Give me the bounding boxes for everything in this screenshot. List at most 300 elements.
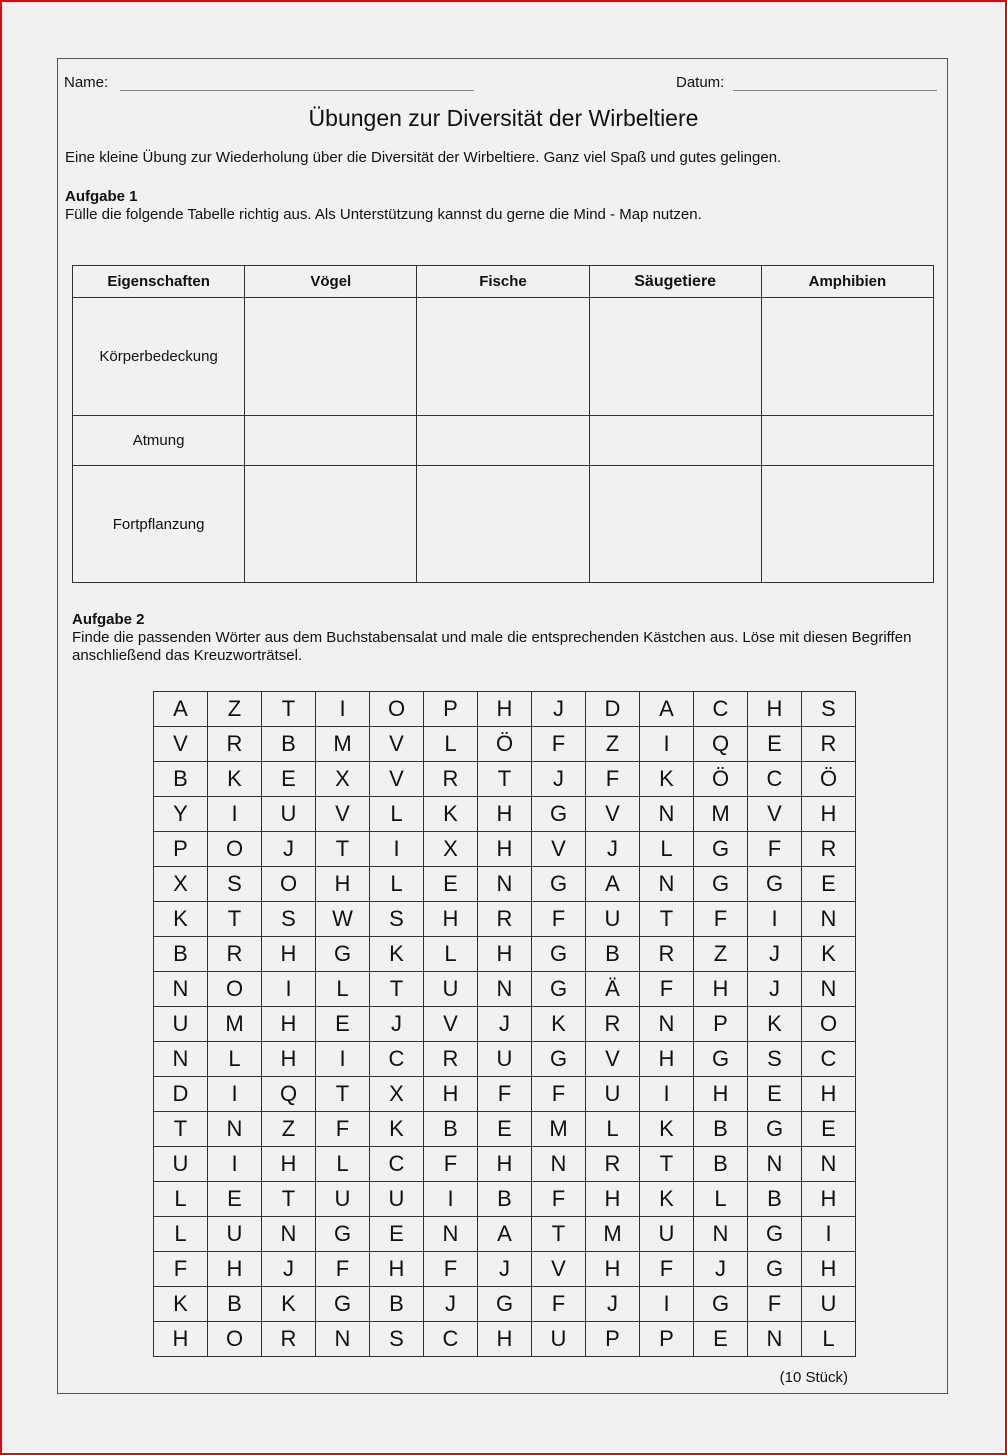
letter-cell[interactable]: H: [478, 797, 532, 832]
letter-cell[interactable]: E: [478, 1112, 532, 1147]
letter-cell[interactable]: Ö: [802, 762, 856, 797]
properties-table: [72, 265, 934, 583]
letter-cell[interactable]: U: [586, 1077, 640, 1112]
letter-cell[interactable]: N: [316, 1322, 370, 1357]
letter-cell[interactable]: K: [370, 1112, 424, 1147]
letter-cell[interactable]: F: [694, 902, 748, 937]
letter-cell[interactable]: V: [586, 1042, 640, 1077]
letter-cell[interactable]: Q: [694, 727, 748, 762]
letter-cell[interactable]: R: [802, 727, 856, 762]
letter-cell[interactable]: O: [802, 1007, 856, 1042]
letter-cell[interactable]: J: [262, 832, 316, 867]
letter-cell[interactable]: S: [370, 1322, 424, 1357]
letter-cell[interactable]: F: [424, 1147, 478, 1182]
letter-cell[interactable]: R: [586, 1147, 640, 1182]
letter-cell[interactable]: S: [802, 692, 856, 727]
letter-cell[interactable]: H: [694, 1077, 748, 1112]
letter-cell[interactable]: F: [532, 1182, 586, 1217]
letter-cell[interactable]: H: [478, 937, 532, 972]
letter-cell[interactable]: X: [316, 762, 370, 797]
row-label: Fortpflanzung: [73, 466, 245, 583]
letter-cell[interactable]: N: [154, 972, 208, 1007]
letter-cell[interactable]: I: [208, 797, 262, 832]
task2-heading: Aufgabe 2: [72, 611, 145, 628]
letter-cell[interactable]: K: [370, 937, 424, 972]
letter-cell[interactable]: R: [640, 937, 694, 972]
letter-cell[interactable]: E: [208, 1182, 262, 1217]
answer-cell[interactable]: [761, 466, 933, 583]
letter-cell[interactable]: B: [694, 1112, 748, 1147]
task1-heading: Aufgabe 1: [65, 188, 138, 205]
grid-row: [154, 1322, 856, 1357]
letter-cell[interactable]: P: [424, 692, 478, 727]
letter-cell[interactable]: T: [208, 902, 262, 937]
letter-cell[interactable]: T: [640, 1147, 694, 1182]
letter-cell[interactable]: H: [694, 972, 748, 1007]
grid-row: [154, 1077, 856, 1112]
letter-cell[interactable]: T: [262, 692, 316, 727]
letter-cell[interactable]: H: [586, 1182, 640, 1217]
letter-cell[interactable]: E: [802, 867, 856, 902]
grid-row: [154, 1287, 856, 1322]
letter-cell[interactable]: B: [154, 762, 208, 797]
letter-cell[interactable]: T: [532, 1217, 586, 1252]
letter-cell[interactable]: J: [694, 1252, 748, 1287]
letter-cell[interactable]: A: [586, 867, 640, 902]
letter-cell[interactable]: G: [694, 867, 748, 902]
letter-cell[interactable]: B: [262, 727, 316, 762]
letter-cell[interactable]: Z: [262, 1112, 316, 1147]
letter-cell[interactable]: B: [154, 937, 208, 972]
table-row: [73, 466, 934, 583]
letter-cell[interactable]: B: [748, 1182, 802, 1217]
letter-cell[interactable]: V: [532, 832, 586, 867]
letter-cell[interactable]: K: [640, 762, 694, 797]
letter-cell[interactable]: T: [640, 902, 694, 937]
letter-cell[interactable]: W: [316, 902, 370, 937]
letter-cell[interactable]: T: [370, 972, 424, 1007]
column-header: Säugetiere: [589, 266, 761, 298]
letter-cell[interactable]: G: [532, 937, 586, 972]
letter-cell[interactable]: I: [748, 902, 802, 937]
letter-cell[interactable]: U: [370, 1182, 424, 1217]
letter-cell[interactable]: U: [154, 1147, 208, 1182]
letter-cell[interactable]: N: [694, 1217, 748, 1252]
column-header: Fische: [417, 266, 589, 298]
grid-row: [154, 1252, 856, 1287]
letter-cell[interactable]: J: [586, 1287, 640, 1322]
letter-cell[interactable]: L: [802, 1322, 856, 1357]
letter-cell[interactable]: L: [694, 1182, 748, 1217]
letter-cell[interactable]: Ä: [586, 972, 640, 1007]
letter-cell[interactable]: R: [262, 1322, 316, 1357]
letter-cell[interactable]: N: [208, 1112, 262, 1147]
letter-cell[interactable]: L: [154, 1182, 208, 1217]
letter-cell[interactable]: H: [478, 832, 532, 867]
letter-cell[interactable]: C: [694, 692, 748, 727]
letter-cell[interactable]: H: [424, 1077, 478, 1112]
letter-cell[interactable]: N: [802, 1147, 856, 1182]
grid-row: [154, 1147, 856, 1182]
answer-cell[interactable]: [417, 298, 589, 416]
letter-cell[interactable]: F: [586, 762, 640, 797]
letter-cell[interactable]: K: [154, 1287, 208, 1322]
letter-cell[interactable]: L: [640, 832, 694, 867]
letter-cell[interactable]: R: [208, 727, 262, 762]
letter-cell[interactable]: P: [586, 1322, 640, 1357]
letter-cell[interactable]: C: [424, 1322, 478, 1357]
letter-cell[interactable]: L: [586, 1112, 640, 1147]
letter-cell[interactable]: F: [532, 1287, 586, 1322]
letter-cell[interactable]: H: [154, 1322, 208, 1357]
letter-cell[interactable]: S: [748, 1042, 802, 1077]
letter-cell[interactable]: U: [316, 1182, 370, 1217]
letter-cell[interactable]: E: [802, 1112, 856, 1147]
letter-cell[interactable]: U: [262, 797, 316, 832]
letter-cell[interactable]: O: [208, 832, 262, 867]
letter-cell[interactable]: N: [478, 867, 532, 902]
letter-cell[interactable]: T: [262, 1182, 316, 1217]
letter-cell[interactable]: G: [748, 1252, 802, 1287]
grid-row: [154, 1007, 856, 1042]
letter-cell[interactable]: C: [370, 1042, 424, 1077]
letter-cell[interactable]: R: [802, 832, 856, 867]
letter-cell[interactable]: K: [748, 1007, 802, 1042]
letter-cell[interactable]: E: [316, 1007, 370, 1042]
letter-cell[interactable]: G: [694, 832, 748, 867]
letter-cell[interactable]: N: [640, 867, 694, 902]
letter-cell[interactable]: F: [316, 1112, 370, 1147]
letter-cell[interactable]: K: [532, 1007, 586, 1042]
letter-cell[interactable]: V: [748, 797, 802, 832]
letter-cell[interactable]: G: [532, 972, 586, 1007]
letter-cell[interactable]: F: [154, 1252, 208, 1287]
letter-cell[interactable]: K: [424, 797, 478, 832]
letter-cell[interactable]: N: [424, 1217, 478, 1252]
letter-cell[interactable]: Y: [154, 797, 208, 832]
letter-cell[interactable]: R: [424, 1042, 478, 1077]
letter-cell[interactable]: F: [532, 902, 586, 937]
letter-cell[interactable]: I: [370, 832, 424, 867]
letter-cell[interactable]: G: [748, 1112, 802, 1147]
letter-cell[interactable]: K: [640, 1112, 694, 1147]
letter-cell[interactable]: M: [316, 727, 370, 762]
letter-cell[interactable]: F: [316, 1252, 370, 1287]
letter-cell[interactable]: F: [532, 1077, 586, 1112]
letter-cell[interactable]: H: [802, 1077, 856, 1112]
letter-cell[interactable]: G: [532, 1042, 586, 1077]
answer-cell[interactable]: [245, 416, 417, 466]
letter-cell[interactable]: I: [208, 1077, 262, 1112]
letter-cell[interactable]: G: [316, 937, 370, 972]
letter-cell[interactable]: Z: [694, 937, 748, 972]
letter-cell[interactable]: L: [370, 867, 424, 902]
letter-cell[interactable]: M: [694, 797, 748, 832]
letter-cell[interactable]: N: [748, 1322, 802, 1357]
letter-cell[interactable]: G: [748, 1217, 802, 1252]
letter-cell[interactable]: Z: [208, 692, 262, 727]
letter-cell[interactable]: R: [424, 762, 478, 797]
table-header-row: [73, 266, 934, 298]
letter-cell[interactable]: N: [478, 972, 532, 1007]
letter-cell[interactable]: L: [316, 972, 370, 1007]
letter-cell[interactable]: F: [748, 1287, 802, 1322]
letter-cell[interactable]: S: [370, 902, 424, 937]
row-label: Körperbedeckung: [73, 298, 245, 416]
word-count: (10 Stück): [779, 1369, 848, 1386]
grid-row: [154, 937, 856, 972]
letter-cell[interactable]: I: [424, 1182, 478, 1217]
letter-cell[interactable]: G: [532, 797, 586, 832]
letter-cell[interactable]: L: [424, 937, 478, 972]
name-label: Name:: [64, 74, 109, 91]
letter-cell[interactable]: R: [586, 1007, 640, 1042]
letter-cell[interactable]: B: [424, 1112, 478, 1147]
letter-cell[interactable]: L: [424, 727, 478, 762]
letter-cell[interactable]: K: [802, 937, 856, 972]
letter-cell[interactable]: H: [262, 937, 316, 972]
table-row: [73, 416, 934, 466]
letter-cell[interactable]: J: [478, 1007, 532, 1042]
grid-row: [154, 727, 856, 762]
letter-cell[interactable]: R: [478, 902, 532, 937]
letter-cell[interactable]: F: [532, 727, 586, 762]
letter-cell[interactable]: G: [316, 1287, 370, 1322]
letter-cell[interactable]: L: [316, 1147, 370, 1182]
letter-cell[interactable]: N: [640, 797, 694, 832]
letter-cell[interactable]: D: [586, 692, 640, 727]
letter-cell[interactable]: T: [316, 832, 370, 867]
letter-cell[interactable]: A: [640, 692, 694, 727]
letter-cell[interactable]: M: [586, 1217, 640, 1252]
letter-cell[interactable]: U: [424, 972, 478, 1007]
grid-row: [154, 1182, 856, 1217]
letter-cell[interactable]: E: [370, 1217, 424, 1252]
letter-cell[interactable]: P: [640, 1322, 694, 1357]
letter-cell[interactable]: H: [478, 1147, 532, 1182]
letter-cell[interactable]: B: [208, 1287, 262, 1322]
letter-cell[interactable]: S: [262, 902, 316, 937]
letter-cell[interactable]: S: [208, 867, 262, 902]
letter-cell[interactable]: T: [154, 1112, 208, 1147]
date-label: Datum:: [676, 74, 725, 91]
letter-cell[interactable]: U: [640, 1217, 694, 1252]
letter-cell[interactable]: I: [316, 692, 370, 727]
letter-cell[interactable]: L: [370, 797, 424, 832]
grid-row: [154, 1042, 856, 1077]
letter-cell[interactable]: O: [370, 692, 424, 727]
letter-cell[interactable]: J: [424, 1287, 478, 1322]
letter-cell[interactable]: K: [208, 762, 262, 797]
letter-cell[interactable]: H: [370, 1252, 424, 1287]
letter-cell[interactable]: C: [802, 1042, 856, 1077]
letter-cell[interactable]: I: [640, 1077, 694, 1112]
letter-cell[interactable]: F: [748, 832, 802, 867]
letter-cell[interactable]: G: [532, 867, 586, 902]
letter-cell[interactable]: M: [208, 1007, 262, 1042]
letter-cell[interactable]: H: [802, 1182, 856, 1217]
letter-cell[interactable]: U: [208, 1217, 262, 1252]
answer-cell[interactable]: [589, 298, 761, 416]
letter-cell[interactable]: H: [802, 797, 856, 832]
letter-cell[interactable]: N: [802, 972, 856, 1007]
letter-cell[interactable]: H: [262, 1147, 316, 1182]
letter-cell[interactable]: H: [208, 1252, 262, 1287]
letter-cell[interactable]: N: [748, 1147, 802, 1182]
letter-cell[interactable]: I: [262, 972, 316, 1007]
letter-cell[interactable]: L: [208, 1042, 262, 1077]
letter-cell[interactable]: J: [748, 937, 802, 972]
grid-row: [154, 832, 856, 867]
letter-cell[interactable]: Ö: [478, 727, 532, 762]
letter-cell[interactable]: V: [370, 727, 424, 762]
letter-cell[interactable]: T: [316, 1077, 370, 1112]
letter-cell[interactable]: N: [640, 1007, 694, 1042]
letter-cell[interactable]: V: [316, 797, 370, 832]
letter-cell[interactable]: A: [154, 692, 208, 727]
letter-cell[interactable]: I: [802, 1217, 856, 1252]
letter-cell[interactable]: U: [586, 902, 640, 937]
letter-cell[interactable]: H: [640, 1042, 694, 1077]
letter-cell[interactable]: V: [586, 797, 640, 832]
letter-cell[interactable]: Ö: [694, 762, 748, 797]
date-field-line[interactable]: [733, 90, 937, 91]
letter-cell[interactable]: G: [694, 1042, 748, 1077]
letter-cell[interactable]: N: [802, 902, 856, 937]
letter-cell[interactable]: H: [748, 692, 802, 727]
letter-cell[interactable]: V: [154, 727, 208, 762]
letter-cell[interactable]: C: [748, 762, 802, 797]
letter-cell[interactable]: J: [370, 1007, 424, 1042]
answer-cell[interactable]: [417, 466, 589, 583]
letter-cell[interactable]: E: [748, 1077, 802, 1112]
letter-cell[interactable]: I: [640, 727, 694, 762]
letter-cell[interactable]: D: [154, 1077, 208, 1112]
worksheet-title: Übungen zur Diversität der Wirbeltiere: [308, 105, 699, 131]
letter-cell[interactable]: H: [586, 1252, 640, 1287]
letter-cell[interactable]: J: [478, 1252, 532, 1287]
answer-cell[interactable]: [589, 416, 761, 466]
answer-cell[interactable]: [245, 466, 417, 583]
intro-text: Eine kleine Übung zur Wiederholung über die Diversität der Wirbeltiere. Ganz viel Spaß und gutes gelingen.: [65, 149, 782, 166]
letter-cell[interactable]: I: [208, 1147, 262, 1182]
letter-cell[interactable]: I: [640, 1287, 694, 1322]
letter-cell[interactable]: P: [154, 832, 208, 867]
letter-cell[interactable]: E: [694, 1322, 748, 1357]
letter-cell[interactable]: B: [694, 1147, 748, 1182]
letter-cell[interactable]: O: [262, 867, 316, 902]
letter-cell[interactable]: J: [586, 832, 640, 867]
letter-cell[interactable]: C: [370, 1147, 424, 1182]
letter-cell[interactable]: Z: [586, 727, 640, 762]
letter-cell[interactable]: N: [262, 1217, 316, 1252]
letter-cell[interactable]: X: [424, 832, 478, 867]
letter-cell[interactable]: X: [154, 867, 208, 902]
letter-cell[interactable]: G: [316, 1217, 370, 1252]
letter-cell[interactable]: K: [640, 1182, 694, 1217]
letter-cell[interactable]: R: [208, 937, 262, 972]
letter-cell[interactable]: H: [478, 692, 532, 727]
letter-cell[interactable]: K: [262, 1287, 316, 1322]
letter-cell[interactable]: H: [262, 1042, 316, 1077]
letter-cell[interactable]: B: [478, 1182, 532, 1217]
letter-cell[interactable]: F: [478, 1077, 532, 1112]
letter-cell[interactable]: H: [478, 1322, 532, 1357]
letter-cell[interactable]: N: [532, 1147, 586, 1182]
letter-cell[interactable]: F: [640, 972, 694, 1007]
answer-cell[interactable]: [761, 298, 933, 416]
letter-cell[interactable]: O: [208, 972, 262, 1007]
answer-cell[interactable]: [417, 416, 589, 466]
letter-cell[interactable]: F: [640, 1252, 694, 1287]
letter-cell[interactable]: E: [424, 867, 478, 902]
letter-cell[interactable]: B: [586, 937, 640, 972]
letter-cell[interactable]: V: [370, 762, 424, 797]
letter-cell[interactable]: O: [208, 1322, 262, 1357]
grid-row: [154, 867, 856, 902]
row-label: Atmung: [73, 416, 245, 466]
letter-cell[interactable]: H: [316, 867, 370, 902]
answer-cell[interactable]: [589, 466, 761, 583]
letter-cell[interactable]: N: [154, 1042, 208, 1077]
letter-cell[interactable]: Q: [262, 1077, 316, 1112]
answer-cell[interactable]: [761, 416, 933, 466]
letter-cell[interactable]: H: [802, 1252, 856, 1287]
letter-cell[interactable]: E: [748, 727, 802, 762]
grid-row: [154, 692, 856, 727]
column-header: Vögel: [245, 266, 417, 298]
letter-cell[interactable]: G: [694, 1287, 748, 1322]
name-field-line[interactable]: [120, 90, 474, 91]
letter-cell[interactable]: M: [532, 1112, 586, 1147]
grid-row: [154, 797, 856, 832]
letter-cell[interactable]: J: [532, 692, 586, 727]
letter-cell[interactable]: B: [370, 1287, 424, 1322]
letter-cell[interactable]: V: [424, 1007, 478, 1042]
task1-instructions: Fülle die folgende Tabelle richtig aus. Als Unterstützung kannst du gerne die Mind - Map nutzen.: [65, 206, 702, 223]
letter-cell[interactable]: A: [478, 1217, 532, 1252]
letter-cell[interactable]: F: [424, 1252, 478, 1287]
letter-cell[interactable]: T: [478, 762, 532, 797]
word-search-grid: [153, 691, 856, 1357]
letter-cell[interactable]: U: [802, 1287, 856, 1322]
letter-cell[interactable]: J: [532, 762, 586, 797]
letter-cell[interactable]: G: [478, 1287, 532, 1322]
letter-cell[interactable]: L: [154, 1217, 208, 1252]
letter-cell[interactable]: X: [370, 1077, 424, 1112]
column-header: Eigenschaften: [73, 266, 245, 298]
letter-cell[interactable]: U: [478, 1042, 532, 1077]
letter-cell[interactable]: H: [424, 902, 478, 937]
letter-cell[interactable]: K: [154, 902, 208, 937]
letter-cell[interactable]: E: [262, 762, 316, 797]
answer-cell[interactable]: [245, 298, 417, 416]
letter-cell[interactable]: H: [262, 1007, 316, 1042]
letter-cell[interactable]: U: [532, 1322, 586, 1357]
letter-cell[interactable]: J: [748, 972, 802, 1007]
grid-row: [154, 762, 856, 797]
grid-row: [154, 1112, 856, 1147]
letter-cell[interactable]: P: [694, 1007, 748, 1042]
letter-cell[interactable]: V: [532, 1252, 586, 1287]
letter-cell[interactable]: U: [154, 1007, 208, 1042]
table-row: [73, 298, 934, 416]
letter-cell[interactable]: J: [262, 1252, 316, 1287]
worksheet: [57, 58, 948, 1394]
letter-cell[interactable]: G: [748, 867, 802, 902]
column-header: Amphibien: [761, 266, 933, 298]
letter-cell[interactable]: I: [316, 1042, 370, 1077]
